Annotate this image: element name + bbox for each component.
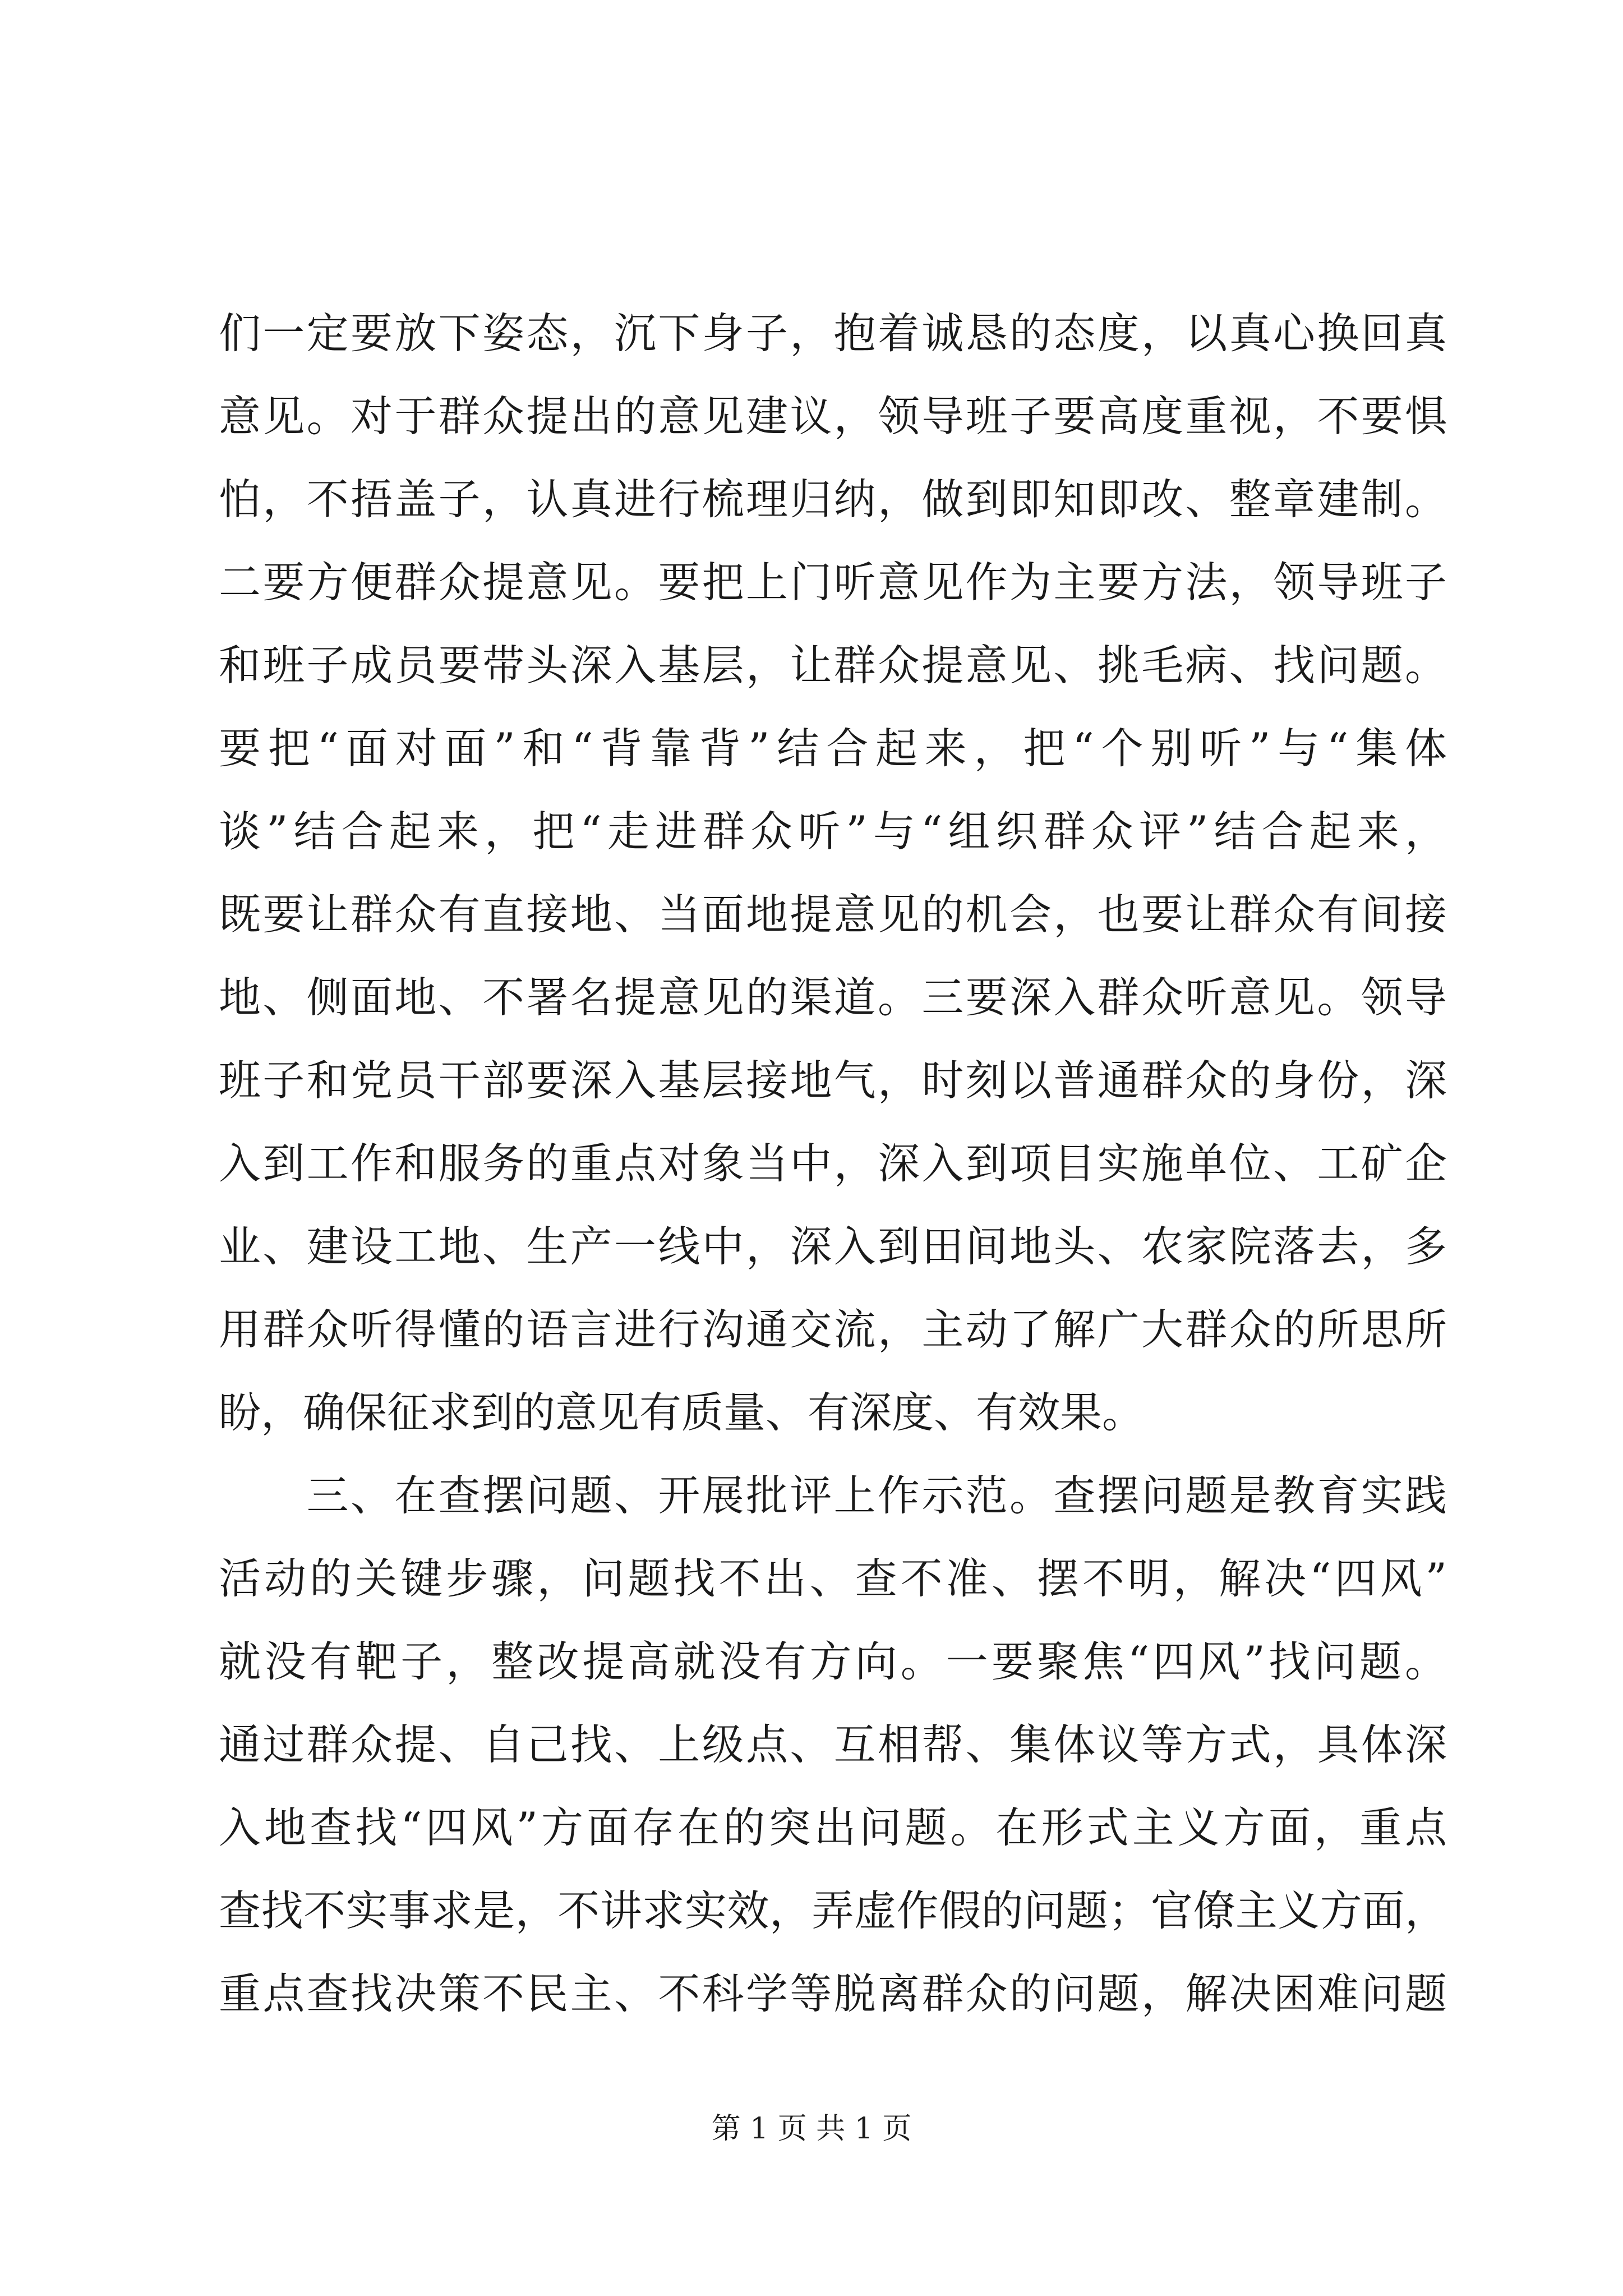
page-footer: 第 1 页 共 1 页 [711, 2112, 912, 2146]
text-line: 要把“面对面”和“背靠背”结合起来，把“个别听”与“集体 [219, 724, 1447, 773]
text-line: 意见。对于群众提出的意见建议，领导班子要高度重视，不要惧 [219, 392, 1447, 441]
text-line: 怕，不捂盖子，认真进行梳理归纳，做到即知即改、整章建制。 [219, 475, 1447, 524]
text-line: 既要让群众有直接地、当面地提意见的机会，也要让群众有间接 [219, 890, 1447, 939]
text-line: 盼，确保征求到的意见有质量、有深度、有效果。 [219, 1388, 1145, 1437]
text-line: 地、侧面地、不署名提意见的渠道。三要深入群众听意见。领导 [219, 973, 1447, 1022]
text-line: 二要方便群众提意见。要把上门听意见作为主要方法，领导班子 [219, 558, 1447, 607]
text-line: 用群众听得懂的语言进行沟通交流，主动了解广大群众的所思所 [219, 1305, 1447, 1354]
text-line: 查找不实事求是，不讲求实效，弄虚作假的问题；官僚主义方面， [219, 1886, 1447, 1935]
body-text [219, 292, 1447, 2035]
text-line: 就没有靶子，整改提高就没有方向。一要聚焦“四风”找问题。 [219, 1637, 1447, 1686]
text-line: 们一定要放下姿态，沉下身子，抱着诚恳的态度，以真心换回真 [219, 309, 1447, 358]
text-line: 入地查找“四风”方面存在的突出问题。在形式主义方面，重点 [219, 1803, 1447, 1852]
text-line: 班子和党员干部要深入基层接地气，时刻以普通群众的身份，深 [219, 1056, 1447, 1105]
text-line: 业、建设工地、生产一线中，深入到田间地头、农家院落去，多 [219, 1222, 1447, 1271]
text-line: 活动的关键步骤，问题找不出、查不准、摆不明，解决“四风” [219, 1554, 1447, 1603]
text-line: 入到工作和服务的重点对象当中，深入到项目实施单位、工矿企 [219, 1139, 1447, 1188]
text-line: 谈”结合起来，把“走进群众听”与“组织群众评”结合起来， [219, 807, 1447, 856]
text-line: 三、在查摆问题、开展批评上作示范。查摆问题是教育实践 [219, 1471, 1447, 1520]
text-line: 和班子成员要带头深入基层，让群众提意见、挑毛病、找问题。 [219, 641, 1447, 690]
text-line: 重点查找决策不民主、不科学等脱离群众的问题，解决困难问题 [219, 1969, 1447, 2018]
text-line: 通过群众提、自己找、上级点、互相帮、集体议等方式，具体深 [219, 1720, 1447, 1769]
